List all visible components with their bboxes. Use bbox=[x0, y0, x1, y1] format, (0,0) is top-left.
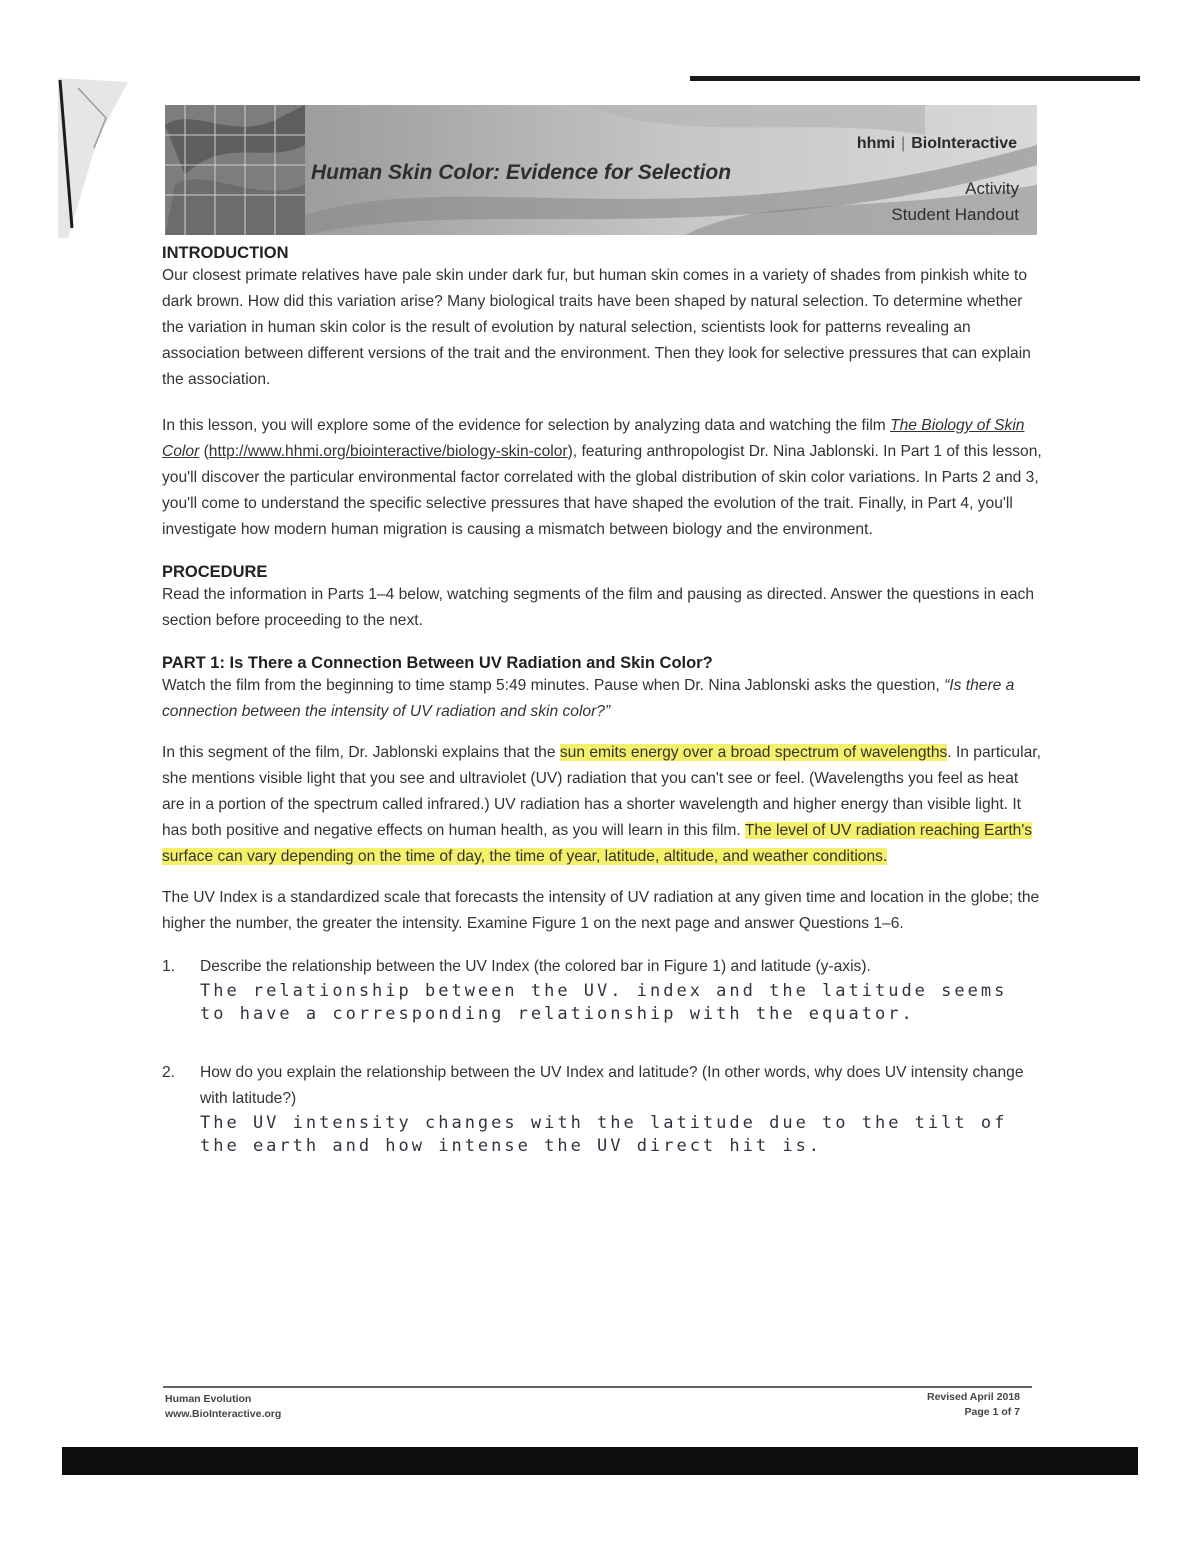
introduction-paragraph-2: In this lesson, you will explore some of the evidence for selection by analyzing data and watching the film The Biology of Skin Color (http://www.hhmi.org/biointeractive/biology-skin-color), featuring anthropologist Dr. Nina Jablonski. In Part 1 of this lesson, you'll discover the particular environmental factor correlated with the global distribution of skin color variations. In Parts 2 and 3, you'll come to understand the specific selective pressures that have shaped the evolution of the trait. Finally, in Part 4, you'll investigate how modern human migration is causing a mismatch between biology and the environment. bbox=[162, 417, 1042, 538]
question-number: 1. bbox=[162, 958, 176, 975]
handwritten-answer[interactable]: The relationship between the UV. index and the latitude seems to have a corresponding relationship with the equator. bbox=[200, 981, 1008, 1024]
film-question-quote: “Is there a connection between the intensity of UV radiation and skin color?” bbox=[162, 677, 1015, 720]
footer-revision: Revised April 2018 bbox=[927, 1391, 1020, 1403]
uv-index-paragraph: The UV Index is a standardized scale that forecasts the intensity of UV radiation at any given time and location in the globe; the higher the number, the greater the intensity. Examine Figure 1 on the next page and answer Questions 1–6. bbox=[162, 889, 1040, 932]
handwritten-answer[interactable]: The UV intensity changes with the latitude due to the tilt of the earth and how intense the UV direct hit is. bbox=[200, 1113, 1008, 1156]
question-text: How do you explain the relationship between the UV Index and latitude? (In other words, why does UV intensity change with latitude?) bbox=[200, 1064, 1024, 1107]
film-title: The Biology of Skin Color bbox=[162, 417, 1025, 460]
brand-hhmi: hhmi bbox=[856, 135, 896, 152]
scan-edge-bottom bbox=[62, 1447, 1138, 1475]
brand-logo: hhmi | BioInteractive bbox=[856, 135, 1017, 152]
brand-biointeractive: BioInteractive bbox=[911, 135, 1017, 152]
question-2 bbox=[162, 1060, 1042, 1158]
procedure-heading: PROCEDURE bbox=[162, 563, 268, 581]
introduction-paragraph-1: Our closest primate relatives have pale skin under dark fur, but human skin comes in a variety of shades from pinkish white to dark brown. How did this variation arise? Many biological traits have been shaped by natural selection. To determine whether the variation in human skin color is the result of evolution by natural selection, scientists look for patterns revealing an association between different versions of the trait and the environment. Then they look for selective pressures that can explain the association. bbox=[162, 267, 1031, 388]
document-title: Human Skin Color: Evidence for Selection bbox=[311, 161, 732, 184]
footer-website: www.BioInteractive.org bbox=[165, 1408, 282, 1420]
highlight-uv-variation: The level of UV radiation reaching Earth's surface can vary depending on the time of day, the time of year, latitude, altitude, and weather conditions. bbox=[162, 822, 1033, 865]
footer-left bbox=[165, 1392, 281, 1422]
footer-page-number: Page 1 of 7 bbox=[964, 1406, 1020, 1418]
footer-rule bbox=[163, 1386, 1032, 1388]
footer-unit: Human Evolution bbox=[165, 1393, 252, 1405]
part1-heading: PART 1: Is There a Connection Between UV Radiation and Skin Color? bbox=[162, 654, 713, 672]
question-1 bbox=[162, 954, 1042, 1026]
scan-edge-top bbox=[690, 76, 1140, 81]
film-url: http://www.hhmi.org/biointeractive/biology-skin-color bbox=[208, 443, 568, 460]
folded-corner-shadow bbox=[58, 78, 138, 238]
part1-instructions: Watch the film from the beginning to time stamp 5:49 minutes. Pause when Dr. Nina Jablonski asks the question, “Is there a connection between the intensity of UV radiation and skin color?” bbox=[162, 677, 1015, 720]
document-audience: Student Handout bbox=[891, 205, 1019, 224]
question-number: 2. bbox=[162, 1064, 176, 1081]
footer-right bbox=[927, 1390, 1020, 1420]
document-type: Activity bbox=[965, 179, 1019, 198]
part1-segment-paragraph: In this segment of the film, Dr. Jablonski explains that the sun emits energy over a broad spectrum of wavelengths. In particular, she mentions visible light that you see and ultraviolet (UV) radiation that you can't see or feel. (Wavelengths you feel as heat are in a portion of the spectrum called infrared.) UV radiation has a shorter wavelength and higher energy than visible light. It has both positive and negative effects on human health, as you will learn in this film. The level of UV radiation reaching Earth's surface can vary depending on the time of day, the time of year, latitude, altitude, and weather conditions. bbox=[162, 744, 1041, 865]
procedure-text: Read the information in Parts 1–4 below, watching segments of the film and pausing as directed. Answer the questions in each section before proceeding to the next. bbox=[162, 586, 1035, 629]
document-banner bbox=[165, 105, 1037, 235]
question-text: Describe the relationship between the UV Index (the colored bar in Figure 1) and latitude (y-axis). bbox=[200, 958, 871, 975]
highlight-sun-spectrum: sun emits energy over a broad spectrum of wavelengths bbox=[559, 744, 948, 761]
document-body bbox=[162, 244, 1042, 1158]
introduction-heading: INTRODUCTION bbox=[162, 244, 289, 262]
